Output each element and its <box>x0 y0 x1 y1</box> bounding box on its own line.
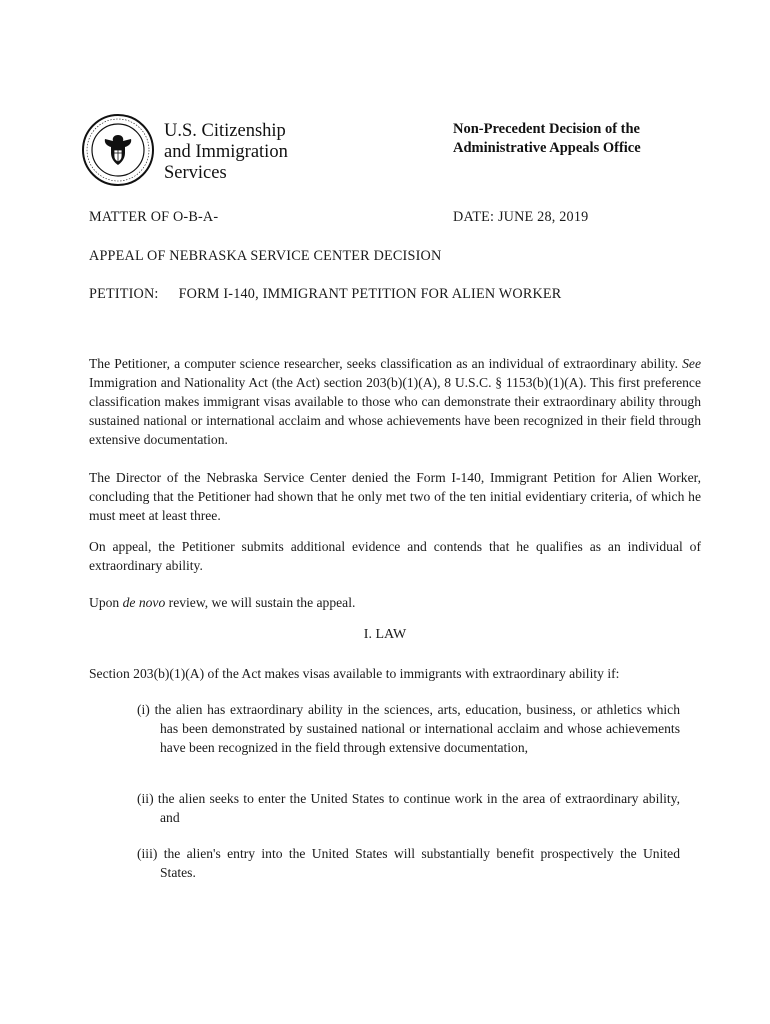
matter-caption: MATTER OF O-B-A- <box>89 209 219 225</box>
paragraph-statute-intro: Section 203(b)(1)(A) of the Act makes visas available to immigrants with extraordinary ability if: <box>89 666 620 681</box>
paragraph-review <box>89 593 701 612</box>
paragraph-appeal: On appeal, the Petitioner submits additional evidence and contends that he qualifies as an individual of extraordinary ability. <box>89 539 701 573</box>
agency-name <box>164 121 288 184</box>
dhs-seal-icon <box>81 113 155 187</box>
paragraph-intro <box>89 354 701 449</box>
agency-line-1: U.S. Citizenship <box>164 121 286 141</box>
paragraph-intro-text-a: The Petitioner, a computer science researcher, seeks classification as an individual of extraordinary ability. <box>89 356 683 371</box>
section-heading-law: I. LAW <box>363 627 407 642</box>
paragraph-intro-text-b: Immigration and Nationality Act (the Act) section 203(b)(1)(A), 8 U.S.C. § 1153(b)(1)(A). This first preference classification makes immigrant visas available to those who can demonstrate their extraordinary ability through sustained national or international acclaim and whose achievements have been recognized in their field through extensive documentation. <box>89 375 701 447</box>
decision-type <box>453 120 693 158</box>
paragraph-director-decision: The Director of the Nebraska Service Center denied the Form I-140, Immigrant Petition for Alien Worker, concluding that the Petitioner had shown that he only met two of the ten initial evidentiary criteria, of which he must meet at least three. <box>89 470 701 523</box>
decision-date: DATE: JUNE 28, 2019 <box>453 209 589 225</box>
see-citation-signal: See <box>682 356 701 371</box>
petition-caption <box>89 286 561 303</box>
agency-line-2: and Immigration <box>164 142 288 162</box>
agency-line-3: Services <box>164 163 227 183</box>
statute-list-item: (iii) the alien's entry into the United States will substantially benefit prospectively the United States. <box>137 846 680 880</box>
decision-line-2: Administrative Appeals Office <box>453 140 641 156</box>
paragraph-review-text-a: Upon <box>89 595 123 610</box>
appeal-caption: APPEAL OF NEBRASKA SERVICE CENTER DECISION <box>89 248 442 264</box>
statute-list-item: (ii) the alien seeks to enter the United States to continue work in the area of extraordinary ability, and <box>137 791 680 825</box>
statute-list-item: (i) the alien has extraordinary ability in the sciences, arts, education, business, or athletics which has been demonstrated by sustained national or international acclaim and whose achievements have been recognized in the field through extensive documentation, <box>137 702 680 755</box>
decision-line-1: Non-Precedent Decision of the <box>453 121 640 137</box>
paragraph-review-text-b: review, we will sustain the appeal. <box>165 595 356 610</box>
petition-label: PETITION: <box>89 286 159 302</box>
de-novo-term: de novo <box>122 595 166 610</box>
petition-value: FORM I-140, IMMIGRANT PETITION FOR ALIEN WORKER <box>178 286 562 302</box>
